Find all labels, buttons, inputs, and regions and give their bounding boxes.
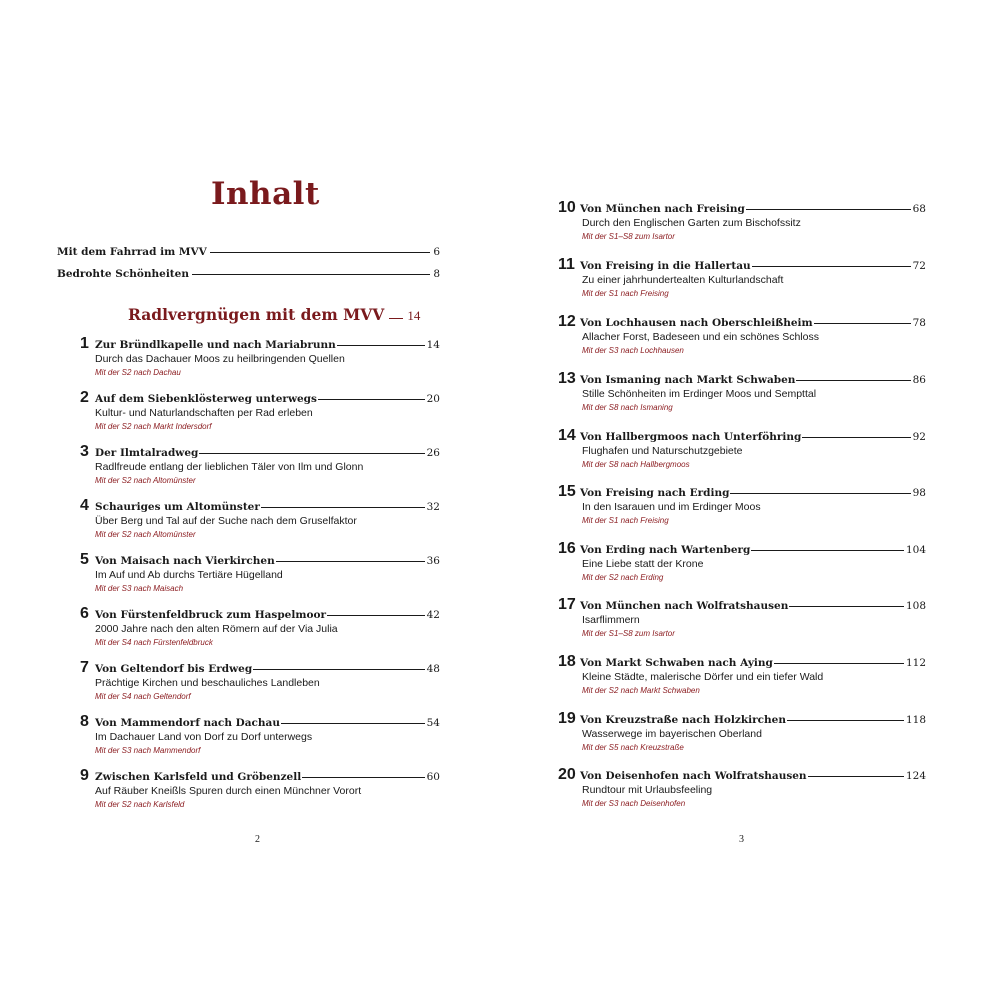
leader-line	[192, 274, 430, 275]
entry-title: Auf dem Siebenklösterweg unterwegs	[95, 393, 317, 405]
toc-entry-15[interactable]	[558, 483, 926, 533]
entry-subtitle: Eine Liebe statt der Krone	[582, 558, 704, 570]
toc-entry-8[interactable]	[80, 713, 440, 763]
entry-title: Von Erding nach Wartenberg	[580, 544, 751, 556]
entry-title: Von Mammendorf nach Dachau	[95, 717, 280, 729]
entry-transit: Mit der S3 nach Mammendorf	[95, 746, 201, 755]
entry-subtitle: Auf Räuber Kneißls Spuren durch einen Münchner Vorort	[95, 785, 362, 797]
entry-title: Zwischen Karlsfeld und Gröbenzell	[95, 771, 302, 783]
entry-number: 8	[80, 713, 89, 730]
entry-transit: Mit der S4 nach Fürstenfeldbruck	[95, 638, 213, 647]
entry-title: Von Fürstenfeldbruck zum Haspelmoor	[95, 609, 327, 621]
entry-number: 10	[558, 199, 576, 216]
leader-line	[808, 776, 904, 777]
entry-title: Von Maisach nach Vierkirchen	[95, 555, 275, 567]
entry-transit: Mit der S1–S8 zum Isartor	[582, 232, 675, 241]
leader-line	[814, 323, 911, 324]
entry-title: Der Ilmtalradweg	[95, 447, 199, 459]
entry-title: Von Lochhausen nach Oberschleißheim	[580, 317, 813, 329]
section-title: Radlvergnügen mit dem MVV	[128, 305, 385, 324]
page-title: Inhalt	[211, 176, 320, 212]
entry-page: 26	[426, 447, 440, 459]
leader-line	[752, 266, 911, 267]
entry-number: 16	[558, 540, 576, 557]
entry-number: 9	[80, 767, 89, 784]
entry-transit: Mit der S3 nach Lochhausen	[582, 346, 684, 355]
entry-page: 98	[912, 487, 926, 499]
leader-line	[787, 720, 904, 721]
entry-title: Zur Bründlkapelle und nach Mariabrunn	[95, 339, 336, 351]
toc-entry-9[interactable]	[80, 767, 440, 817]
toc-entry-4[interactable]	[80, 497, 440, 547]
entry-page: 42	[426, 609, 440, 621]
entry-transit: Mit der S2 nach Altomünster	[95, 476, 196, 485]
entry-transit: Mit der S2 nach Erding	[582, 573, 664, 582]
leader-line	[199, 453, 424, 454]
leader-line	[802, 437, 910, 438]
right-page	[500, 0, 1000, 1000]
toc-entry-6[interactable]	[80, 605, 440, 655]
entry-number: 18	[558, 653, 576, 670]
toc-entry-11[interactable]	[558, 256, 926, 306]
entry-subtitle: Flughafen und Naturschutzgebiete	[582, 445, 743, 457]
section-leader-line	[389, 318, 403, 319]
entry-page: 32	[426, 501, 440, 513]
entry-transit: Mit der S2 nach Markt Indersdorf	[95, 422, 212, 431]
entry-subtitle: In den Isarauen und im Erdinger Moos	[582, 501, 761, 513]
page-number: 3	[739, 834, 744, 845]
toc-entry-18[interactable]	[558, 653, 926, 703]
entry-subtitle: Im Auf und Ab durchs Tertiäre Hügelland	[95, 569, 283, 581]
entry-title: Von Deisenhofen nach Wolfratshausen	[580, 770, 807, 782]
toc-entry-5[interactable]	[80, 551, 440, 601]
leader-line	[276, 561, 425, 562]
entry-title: Von Markt Schwaben nach Aying	[580, 657, 773, 669]
entry-subtitle: Durch das Dachauer Moos zu heilbringenden Quellen	[95, 353, 345, 365]
toc-entry-12[interactable]	[558, 313, 926, 363]
toc-entry-20[interactable]	[558, 766, 926, 816]
toc-intro-row[interactable]	[57, 268, 440, 284]
entry-title: Schauriges um Altomünster	[95, 501, 260, 513]
entry-number: 3	[80, 443, 89, 460]
toc-entry-10[interactable]	[558, 199, 926, 249]
toc-entry-16[interactable]	[558, 540, 926, 590]
entry-page: 36	[426, 555, 440, 567]
entry-transit: Mit der S2 nach Karlsfeld	[95, 800, 185, 809]
entry-title: Von München nach Freising	[580, 203, 745, 215]
entry-page: 60	[426, 771, 440, 783]
entry-transit: Mit der S2 nach Dachau	[95, 368, 181, 377]
entry-subtitle: Über Berg und Tal auf der Suche nach dem Gruselfaktor	[95, 515, 357, 527]
entry-subtitle: Allacher Forst, Badeseen und ein schönes Schloss	[582, 331, 819, 343]
entry-number: 19	[558, 710, 576, 727]
entry-subtitle: 2000 Jahre nach den alten Römern auf der Via Julia	[95, 623, 338, 635]
toc-entry-19[interactable]	[558, 710, 926, 760]
leader-line	[796, 380, 910, 381]
entry-transit: Mit der S2 nach Altomünster	[95, 530, 196, 539]
entry-transit: Mit der S2 nach Markt Schwaben	[582, 686, 700, 695]
entry-page: 112	[905, 657, 926, 669]
entry-number: 11	[558, 256, 575, 273]
entry-subtitle: Prächtige Kirchen und beschauliches Landleben	[95, 677, 320, 689]
leader-line	[318, 399, 425, 400]
toc-entry-3[interactable]	[80, 443, 440, 493]
leader-line	[337, 345, 425, 346]
entry-title: Von Geltendorf bis Erdweg	[95, 663, 253, 675]
entry-title: Von Freising nach Erding	[580, 487, 730, 499]
entry-number: 12	[558, 313, 576, 330]
toc-intro-title: Mit dem Fahrrad im MVV	[57, 246, 207, 258]
entry-page: 78	[912, 317, 926, 329]
entry-subtitle: Rundtour mit Urlaubsfeeling	[582, 784, 713, 796]
entry-transit: Mit der S8 nach Ismaning	[582, 403, 673, 412]
entry-page: 108	[905, 600, 926, 612]
toc-intro-title: Bedrohte Schönheiten	[57, 268, 189, 280]
entry-subtitle: Im Dachauer Land von Dorf zu Dorf unterwegs	[95, 731, 313, 743]
entry-transit: Mit der S1 nach Freising	[582, 289, 669, 298]
toc-entry-14[interactable]	[558, 427, 926, 477]
leader-line	[751, 550, 904, 551]
entry-number: 14	[558, 427, 576, 444]
leader-line	[253, 669, 424, 670]
toc-entry-2[interactable]	[80, 389, 440, 439]
entry-page: 92	[912, 431, 926, 443]
entry-page: 68	[912, 203, 926, 215]
entry-transit: Mit der S3 nach Maisach	[95, 584, 184, 593]
leader-line	[302, 777, 424, 778]
entry-title: Von Kreuzstraße nach Holzkirchen	[580, 714, 786, 726]
leader-line	[746, 209, 911, 210]
entry-subtitle: Zu einer jahrhundertealten Kulturlandschaft	[582, 274, 784, 286]
entry-subtitle: Isarflimmern	[582, 614, 640, 626]
entry-number: 13	[558, 370, 576, 387]
entry-page: 48	[426, 663, 440, 675]
entry-subtitle: Kultur- und Naturlandschaften per Rad erleben	[95, 407, 313, 419]
entry-number: 5	[80, 551, 89, 568]
entry-subtitle: Kleine Städte, malerische Dörfer und ein tiefer Wald	[582, 671, 824, 683]
entry-number: 7	[80, 659, 89, 676]
leader-line	[789, 606, 904, 607]
entry-page: 86	[912, 374, 926, 386]
leader-line	[730, 493, 910, 494]
section-heading[interactable]	[128, 305, 420, 324]
entry-number: 2	[80, 389, 89, 406]
entry-title: Von Ismaning nach Markt Schwaben	[580, 374, 796, 386]
toc-entry-7[interactable]	[80, 659, 440, 709]
entry-number: 4	[80, 497, 89, 514]
toc-entry-17[interactable]	[558, 596, 926, 646]
entry-number: 1	[80, 335, 89, 352]
entry-transit: Mit der S3 nach Deisenhofen	[582, 799, 686, 808]
entry-transit: Mit der S1 nach Freising	[582, 516, 669, 525]
section-page: 14	[407, 308, 421, 323]
entry-title: Von München nach Wolfratshausen	[580, 600, 789, 612]
entry-number: 17	[558, 596, 576, 613]
entry-title: Von Freising in die Hallertau	[580, 260, 751, 272]
entry-subtitle: Durch den Englischen Garten zum Bischofssitz	[582, 217, 801, 229]
entry-number: 20	[558, 766, 576, 783]
entry-page: 20	[426, 393, 440, 405]
entry-subtitle: Stille Schönheiten im Erdinger Moos und Sempttal	[582, 388, 817, 400]
entry-title: Von Hallbergmoos nach Unterföhring	[580, 431, 802, 443]
entry-page: 104	[905, 544, 926, 556]
entry-subtitle: Wasserwege im bayerischen Oberland	[582, 728, 762, 740]
entry-transit: Mit der S1–S8 zum Isartor	[582, 629, 675, 638]
entry-number: 15	[558, 483, 576, 500]
leader-line	[774, 663, 904, 664]
toc-intro-page: 6	[433, 246, 440, 258]
leader-line	[281, 723, 425, 724]
toc-intro-page: 8	[433, 268, 440, 280]
entry-subtitle: Radlfreude entlang der lieblichen Täler von Ilm und Glonn	[95, 461, 364, 473]
page-number: 2	[255, 834, 260, 845]
entry-page: 118	[905, 714, 926, 726]
toc-entry-1[interactable]	[80, 335, 440, 385]
leader-line	[261, 507, 425, 508]
entry-page: 72	[912, 260, 926, 272]
entry-transit: Mit der S5 nach Kreuzstraße	[582, 743, 684, 752]
toc-intro-row[interactable]	[57, 246, 440, 262]
entry-transit: Mit der S8 nach Hallbergmoos	[582, 460, 690, 469]
entry-page: 54	[426, 717, 440, 729]
entry-number: 6	[80, 605, 89, 622]
leader-line	[327, 615, 425, 616]
entry-page: 14	[426, 339, 440, 351]
entry-page: 124	[905, 770, 926, 782]
toc-entry-13[interactable]	[558, 370, 926, 420]
entry-transit: Mit der S4 nach Geltendorf	[95, 692, 191, 701]
leader-line	[210, 252, 431, 253]
